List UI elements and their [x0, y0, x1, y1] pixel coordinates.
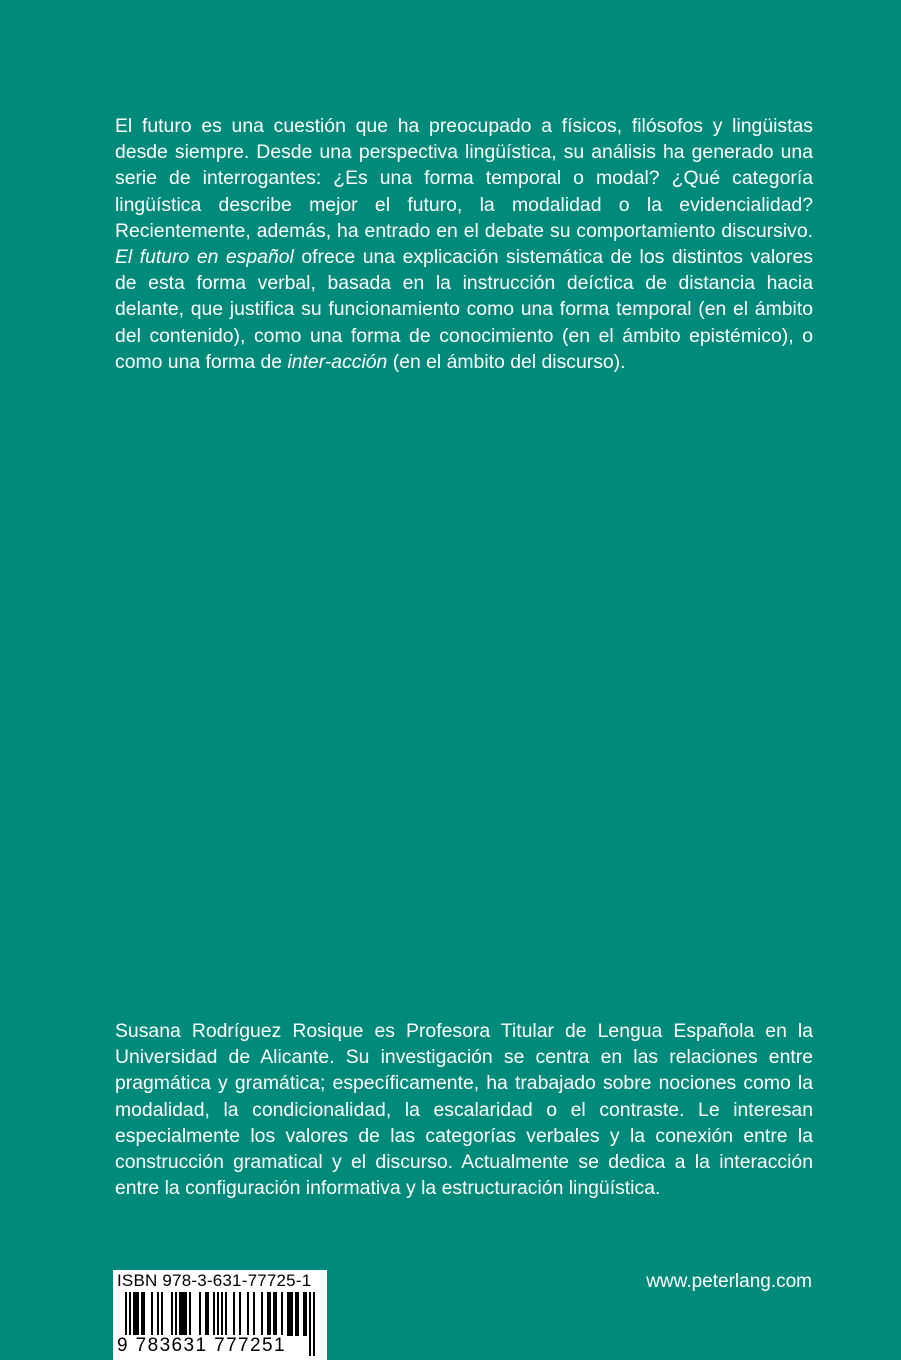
barcode-bar	[143, 1292, 145, 1336]
blurb-part-1: El futuro es una cuestión que ha preocupado a físicos, filósofos y lingüistas desde siempre. Desde una perspectiva lingüística, su análisis ha generado una serie de interrogantes: ¿Es una forma temporal o modal? ¿Qué categoría lingüística describe mejor el futuro, la modalidad o la evidencialidad? Recientemente, además, ha entrado en el debate su comportamiento discursivo.	[115, 115, 813, 242]
barcode-bar	[297, 1292, 299, 1336]
barcode-bar	[189, 1292, 191, 1336]
barcode-bar	[267, 1292, 269, 1336]
barcode-bar	[179, 1292, 181, 1336]
blurb-part-3: (en el ámbito del discurso).	[387, 350, 626, 373]
barcode-bar	[239, 1292, 241, 1336]
barcode-bar	[269, 1292, 271, 1336]
barcode-bar	[305, 1292, 307, 1336]
barcode-bar	[233, 1292, 235, 1336]
inter-accion-italic: inter-acción	[287, 350, 388, 373]
barcode-bar	[309, 1292, 311, 1356]
barcode-bar	[287, 1292, 289, 1336]
barcode-bar	[303, 1292, 305, 1336]
barcode-bar	[175, 1292, 177, 1336]
book-title-italic: El futuro en español	[115, 246, 294, 269]
barcode-digits: 9 783631 777251	[117, 1335, 286, 1356]
barcode-bar	[225, 1292, 227, 1336]
back-cover-blurb	[115, 113, 813, 375]
isbn-barcode	[113, 1270, 327, 1360]
barcode-bar	[289, 1292, 291, 1336]
isbn-label: ISBN 978-3-631-77725-1	[117, 1271, 312, 1290]
barcode-bar	[135, 1292, 137, 1336]
barcode-bar	[161, 1292, 163, 1336]
barcode-bar	[213, 1292, 215, 1336]
barcode-bar	[171, 1292, 173, 1336]
blurb-part-2: ofrece una explicación sistemática de los distintos valores de esta forma verbal, basada en la instrucción deíctica de distancia hacia delante, que justifica su funcionamiento como una forma temporal (en el ámbito del contenido), como una forma de conocimiento (en el ámbito epistémico), o como una forma de	[115, 246, 813, 373]
barcode-bar	[151, 1292, 153, 1336]
barcode-bar	[137, 1292, 139, 1336]
barcode-bar	[291, 1292, 293, 1336]
barcode-bar	[207, 1292, 209, 1336]
publisher-website: www.peterlang.com	[646, 1271, 812, 1292]
barcode-bar	[133, 1292, 135, 1336]
barcode-bar	[199, 1292, 201, 1336]
barcode-bar	[141, 1292, 143, 1336]
barcode-bar	[273, 1292, 275, 1336]
barcode-bar	[183, 1292, 185, 1336]
barcode-bar	[295, 1292, 297, 1336]
barcode-bar	[247, 1292, 249, 1336]
barcode-bar	[185, 1292, 187, 1336]
barcode-bar	[205, 1292, 207, 1336]
barcode-bar	[313, 1292, 315, 1356]
barcode-bar	[253, 1292, 255, 1336]
barcode-bar	[261, 1292, 263, 1336]
barcode-bar	[275, 1292, 277, 1336]
barcode-bar	[281, 1292, 283, 1336]
barcode-bar	[157, 1292, 159, 1336]
author-bio: Susana Rodríguez Rosique es Profesora Titular de Lengua Española en la Universidad de Alicante. Su investigación se centra en las relaciones entre pragmática y gramática; específicamente, ha trabajado sobre nociones como la modalidad, la condicionalidad, la escalaridad o el contraste. Le interesan especialmente los valores de las categorías verbales y la conexión entre la construcción gramatical y el discurso. Actualmente se dedica a la interacción entre la configuración informativa y la estructuración lingüística.	[115, 1020, 813, 1200]
barcode-bar	[181, 1292, 183, 1336]
